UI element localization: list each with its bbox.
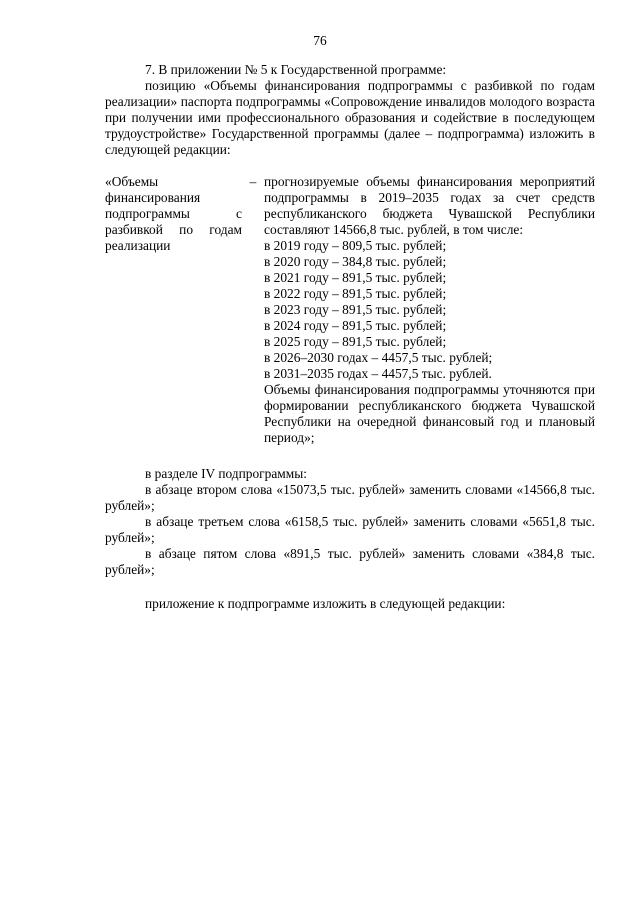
intro-text: позицию «Объемы финансирования подпрограммы с разбивкой по годам реализации» паспорта подпрограммы «Сопровождение инвалидов молодого возраста при получении ими профессионального образования и содействие в последующем трудоустройстве» Государственной программы (далее – подпрограмма) изложить в следующей редакции: [105,78,595,157]
year-item: в 2026–2030 годах – 4457,5 тыс. рублей; [264,350,493,365]
section-item: в абзаце третьем слова «6158,5 тыс. рублей» заменить словами «5651,8 тыс. рублей»; [105,514,595,545]
year-item: в 2023 году – 891,5 тыс. рублей; [264,302,447,317]
year-item: в 2020 году – 384,8 тыс. рублей; [264,254,447,269]
section-heading: в разделе IV подпрограммы: [145,466,307,481]
financing-intro: прогнозируемые объемы финансирования мероприятий подпрограммы в 2019–2035 годах за счет средств республиканского бюджета Чувашской Республики составляют 14566,8 тыс. рублей, в том числе: [264,174,595,237]
intro-block [105,62,595,158]
financing-table [105,174,595,446]
financing-label: «Объемы финансирования подпрограммы с разбивкой по годам реализации [105,174,242,253]
year-item: в 2024 году – 891,5 тыс. рублей; [264,318,447,333]
page-number: 76 [313,33,327,48]
year-item: в 2025 году – 891,5 тыс. рублей; [264,334,447,349]
year-item: в 2031–2035 годах – 4457,5 тыс. рублей. [264,366,492,381]
financing-note: Объемы финансирования подпрограммы уточняются при формировании республиканского бюджета Чувашской Республики на очередной финансовый год и плановый период»; [264,382,595,445]
year-list [264,238,595,382]
financing-label-cell [105,174,242,446]
dash-cell: – [249,174,257,189]
closing-text: приложение к подпрограмме изложить в следующей редакции: [145,596,506,611]
section-item: в абзаце втором слова «15073,5 тыс. рублей» заменить словами «14566,8 тыс. рублей»; [105,482,595,513]
section-block [105,466,595,578]
year-item: в 2019 году – 809,5 тыс. рублей; [264,238,447,253]
intro-item: 7. В приложении № 5 к Государственной программе: [145,62,447,77]
financing-value-cell [264,174,595,446]
closing-block [105,596,595,612]
year-item: в 2021 году – 891,5 тыс. рублей; [264,270,447,285]
section-item: в абзаце пятом слова «891,5 тыс. рублей» заменить словами «384,8 тыс. рублей»; [105,546,595,577]
year-item: в 2022 году – 891,5 тыс. рублей; [264,286,447,301]
